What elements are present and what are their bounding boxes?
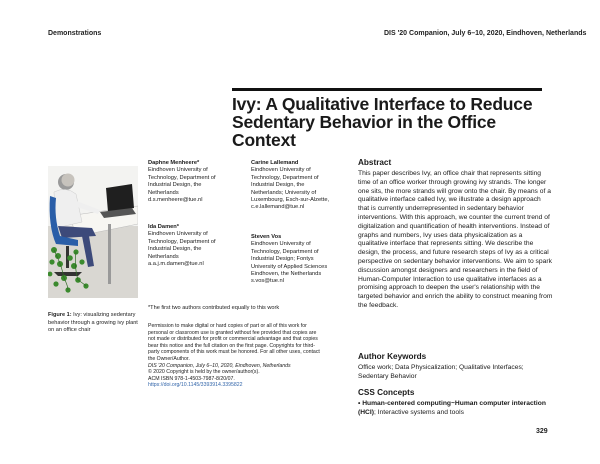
author-affiliation: Eindhoven University of bbox=[251, 167, 311, 174]
figure-photo bbox=[48, 166, 138, 298]
author-block-2 bbox=[251, 160, 356, 212]
author-affiliation: Industrial Design; Fontys bbox=[251, 256, 314, 263]
author-affiliation: Luxembourg, Esch-sur-Alzette, bbox=[251, 197, 330, 204]
copyright-line: Permission to make digital or hard copies of part or all of this work for bbox=[148, 323, 307, 329]
copyright-line: bear this notice and the full citation on the first page. Copyrights for third- bbox=[148, 342, 315, 349]
author-email[interactable]: s.vos@tue.nl bbox=[251, 278, 284, 285]
figure-caption bbox=[48, 312, 140, 335]
ccs-concept-rest: ; Interactive systems and tools bbox=[373, 408, 464, 416]
author-email[interactable]: c.e.lallemand@tue.nl bbox=[251, 204, 305, 211]
author-affiliation: Technology, Department of bbox=[148, 238, 216, 245]
abstract-text: This paper describes Ivy, an office chair that represents sitting time of an office worker through growing ivy strands. The longer one sits, the more strands will grow onto the chair. By means of a qualitative interface called Ivy, we illustrate a design approach that is currently underrepresented in sedentary behavior interventions. With this approach, we counter the current trend of digitalization and quantification of health interventions. Instead of graphs and numbers, Ivy uses data physicalization as a qualitative interface that represents sitting. We describe the design, the process, and future research steps of Ivy as a critical perspective on sedentary behavior interventions. We aim to spark discussion amongst designers and researchers in the field of Human-Computer Interaction to use qualitative interfaces as a promising approach to deepen the user's relationship with the targeted behavior and enrich the ability to construct meaning from the feedback. bbox=[358, 170, 553, 309]
paper-title: Ivy: A Qualitative Interface to Reduce Sedentary Behavior in the Office Context bbox=[232, 94, 533, 150]
ccs-text bbox=[358, 400, 553, 418]
figure-caption-text: Ivy: visualizing sedentary behavior through a growing ivy plant on an office chair bbox=[48, 312, 138, 334]
author-affiliation: Eindhoven University of bbox=[148, 167, 208, 174]
copyright-line: personal or classroom use is granted without fee provided that copies are bbox=[148, 329, 317, 336]
equal-contribution-note: *The first two authors contributed equally to this work bbox=[148, 305, 280, 311]
copyright-line: DIS '20 Companion, July 6–10, 2020, Eindhoven, Netherlands bbox=[148, 362, 291, 369]
running-header-left: Demonstrations bbox=[48, 30, 102, 37]
copyright-line: ACM ISBN 978-1-4503-7987-8/20/07. bbox=[148, 375, 235, 382]
author-email[interactable]: d.s.menheere@tue.nl bbox=[148, 197, 203, 204]
author-affiliation: Eindhoven University of bbox=[251, 241, 311, 248]
doi-link[interactable]: https://doi.org/10.1145/3393914.3395822 bbox=[148, 382, 243, 389]
copyright-line: party components of this work must be honored. For all other uses, contact bbox=[148, 349, 320, 356]
author-affiliation: Technology, Department of bbox=[148, 174, 216, 181]
author-block-4 bbox=[251, 234, 356, 286]
author-affiliation: Industrial Design, the bbox=[251, 182, 305, 189]
author-email[interactable]: a.a.j.m.damen@tue.nl bbox=[148, 261, 204, 268]
page-number: 329 bbox=[536, 428, 548, 435]
title-rule bbox=[232, 88, 542, 91]
author-block-3 bbox=[148, 224, 246, 268]
author-affiliation: Eindhoven, the Netherlands bbox=[251, 271, 322, 278]
author-affiliation: University of Applied Sciences bbox=[251, 263, 328, 270]
keywords-heading: Author Keywords bbox=[358, 352, 427, 361]
ccs-heading: CSS Concepts bbox=[358, 388, 415, 397]
author-block-1 bbox=[148, 160, 246, 204]
copyright-block bbox=[148, 323, 354, 389]
author-name: Carine Lallemand bbox=[251, 160, 299, 166]
author-affiliation: Eindhoven University of bbox=[148, 231, 208, 238]
author-affiliation: Industrial Design, the bbox=[148, 246, 202, 253]
copyright-line: not made or distributed for profit or commercial advantage and that copies bbox=[148, 336, 318, 343]
author-affiliation: Technology, Department of bbox=[251, 248, 319, 255]
copyright-line: the Owner/Author. bbox=[148, 355, 190, 362]
copyright-line: © 2020 Copyright is held by the owner/author(s). bbox=[148, 369, 260, 376]
office-chair-ivy-illustration bbox=[48, 166, 138, 298]
author-name: Daphne Menheere* bbox=[148, 160, 200, 166]
running-header-right: DIS '20 Companion, July 6–10, 2020, Eindhoven, Netherlands bbox=[384, 30, 587, 37]
keywords-text: Office work; Data Physicalization; Qualitative Interfaces; Sedentary Behavior bbox=[358, 364, 524, 380]
author-affiliation: Netherlands; University of bbox=[251, 189, 317, 196]
author-affiliation: Technology, Department of bbox=[251, 174, 319, 181]
author-name: Steven Vos bbox=[251, 234, 282, 240]
ccs-concept-bold: • Human-centered computing~Human computer interaction (HCI) bbox=[358, 400, 546, 416]
author-affiliation: Industrial Design, the bbox=[148, 182, 202, 189]
figure-label: Figure 1: bbox=[48, 312, 72, 318]
author-affiliation: Netherlands bbox=[148, 189, 179, 196]
abstract-heading: Abstract bbox=[358, 158, 392, 167]
author-affiliation: Netherlands bbox=[148, 253, 179, 260]
author-name: Ida Damen* bbox=[148, 224, 179, 230]
